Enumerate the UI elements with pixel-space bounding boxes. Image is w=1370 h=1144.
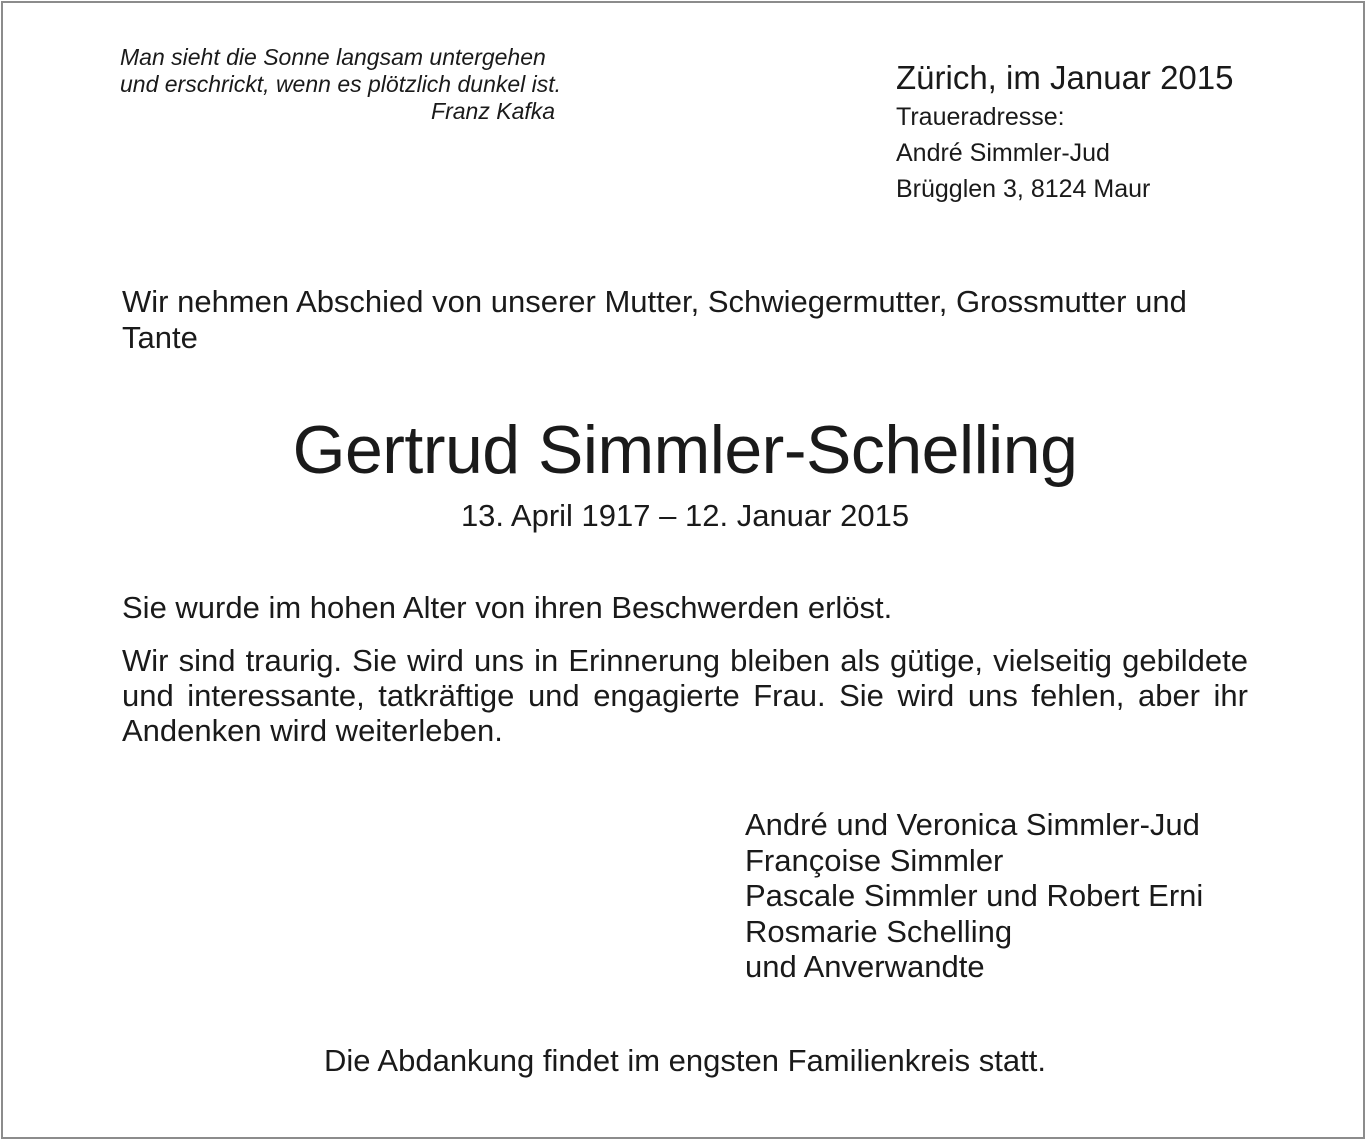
signers-list: [745, 807, 1203, 985]
signer: André und Veronica Simmler-Jud: [745, 807, 1200, 842]
address-name: André Simmler-Jud: [896, 139, 1110, 167]
deceased-name: Gertrud Simmler-Schelling: [292, 412, 1078, 488]
intro-text: Wir nehmen Abschied von unserer Mutter, Schwiegermutter, Grossmutter und Tante: [122, 284, 1187, 355]
quote-line-2: und erschrickt, wenn es plötzlich dunkel ist.: [120, 71, 562, 97]
place-date: Zürich, im Januar 2015: [896, 59, 1234, 96]
signer: Rosmarie Schelling: [745, 913, 1013, 949]
closing-note: Die Abdankung findet im engsten Familienkreis statt.: [324, 1043, 1046, 1078]
signer: und Anverwandte: [745, 949, 985, 984]
address-street: Brügglen 3, 8124 Maur: [896, 175, 1151, 203]
address-label: Traueradresse:: [896, 103, 1065, 131]
signer: Pascale Simmler und Robert Erni: [745, 878, 1204, 913]
body-paragraph-2: Wir sind traurig. Sie wird uns in Erinnerung bleiben als gütige, vielseitig gebildete und interessante, tatkräftige und engagierte Frau. Sie wird uns fehlen, aber ihr Andenken wird weiterleben.: [122, 643, 1248, 748]
kafka-quote: [120, 44, 561, 125]
signer: Françoise Simmler: [745, 842, 1004, 878]
quote-line-1: Man sieht die Sonne langsam untergehen: [120, 44, 546, 70]
quote-author: Franz Kafka: [431, 98, 556, 124]
body-paragraph-1: Sie wurde im hohen Alter von ihren Beschwerden erlöst.: [122, 590, 893, 625]
life-dates: 13. April 1917 – 12. Januar 2015: [460, 498, 910, 533]
